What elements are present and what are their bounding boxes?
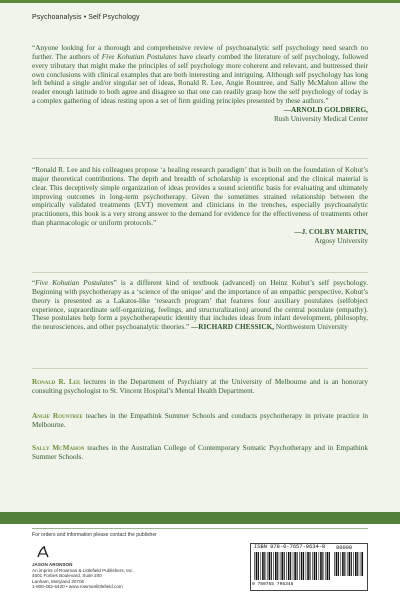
blurb-affiliation: Argosy University (314, 236, 368, 245)
barcode-stripe (277, 552, 278, 580)
header-rule (0, 0, 400, 3)
barcode-stripe (271, 552, 272, 580)
barcode-stripe (254, 552, 255, 580)
barcode-stripe (293, 552, 294, 580)
barcode-stripe (269, 552, 271, 580)
barcode-stripe (301, 552, 303, 580)
publisher-imprint: An imprint of Rowman & Littlefield Publishers, Inc. (32, 567, 134, 573)
barcode-stripe (299, 552, 300, 580)
publisher-street: 4501 Forbes Boulevard, Suite 200 (32, 573, 102, 579)
barcode-stripe (306, 552, 307, 580)
barcode-stripe (355, 552, 357, 576)
publisher-logo-icon (36, 545, 50, 559)
category-label: Psychoanalysis • Self Psychology (32, 14, 140, 21)
barcode-stripe (338, 552, 339, 576)
barcode-stripe (351, 552, 352, 576)
author-name: Angie Rountree (32, 412, 83, 420)
publisher-address (32, 562, 134, 590)
barcode-stripe (281, 552, 283, 580)
blurb-goldberg (32, 44, 368, 124)
bio-text: teaches in the Empathink Summer Schools and conducts psychotherapy in private practice in Melbourne. (32, 412, 368, 429)
barcode-stripe (286, 552, 287, 580)
bottom-color-bar (0, 512, 400, 524)
bio-mcmahon (32, 444, 368, 462)
barcode-graphic (254, 552, 330, 580)
barcode-stripe (336, 552, 338, 576)
addon-digits: 90000 (336, 545, 353, 551)
barcode-stripe (275, 552, 277, 580)
barcode-stripe (258, 552, 259, 580)
barcode-stripe (342, 552, 344, 576)
attribution-name: —RICHARD CHESSICK, (191, 323, 275, 332)
publisher-name: JASON ARONSON (32, 562, 73, 567)
barcode-stripe (303, 552, 304, 580)
barcode-stripe (344, 552, 345, 576)
barcode-stripe (290, 552, 291, 580)
bio-text: teaches in the Australian College of Contemporary Somatic Psychotherapy and in Empathink Summer Schools. (32, 444, 368, 461)
barcode-stripe (320, 552, 322, 580)
blurb-text: “ (32, 279, 36, 287)
blurb-text: ” is a different kind of textbook (advanced) on Heinz Kohut’s self psychology. Beginning with psychotherapy as a ‘science of the unique’ and the importance of an empathic perspective, Kohut’s theory is presented as a Lakatos-like ‘research program’ that features four auxiliary postulates (selfobject experience, supraordinate self-organizing, feelings, and structuralization) around the central postulate (empathy). These postulates help form a psychotherapeutic identity that includes ideas from infant development, philosophy, the neurosciences, and other psychoanalytic theories.” (32, 279, 369, 332)
barcode-stripe (357, 552, 358, 576)
section-divider (32, 272, 368, 273)
barcode-stripe (325, 552, 326, 580)
isbn-label: ISBN 978-0-7657-0634-8 (254, 544, 326, 550)
barcode-stripe (307, 552, 309, 580)
publisher-city: Lanham, Maryland 20706 (32, 578, 85, 584)
bio-rountree (32, 412, 368, 430)
book-title-italic: Five Kohutian Postulates (35, 279, 114, 287)
barcode-stripe (329, 552, 330, 580)
barcode-stripe (284, 552, 285, 580)
barcode-stripe (309, 552, 310, 580)
section-divider (32, 368, 368, 369)
barcode-stripe (360, 552, 361, 576)
blurb-affiliation: Northwestern University (275, 323, 348, 332)
addon-barcode-graphic (334, 552, 364, 576)
bio-text: lectures in the Department of Psychiatry at the University of Melbourne and is an honorary consulting psychologist to St. Vincent Hospital’s Mental Health Department. (32, 378, 368, 395)
blurb-text: “Ronald R. Lee and his colleagues propose ‘a healing research paradigm’ that is built on the foundation of Kohut’s major theoretical contributions. The depth and breadth of scholarship is exceptional and the clinical material is clear. This deceptively simple organization of ideas provides a sound scientific basis for evaluating and ultimately improving outcomes in long-term psychotherapy. Given the sometimes strained relationship between the empirically validated treatments (EVT) movement and clinicians in the trenches, especially psychoanalytic practitioners, this book is a very strong answer to the demand for evidence for the effectiveness of treatments other than pharmacologic or uniform protocols.” (32, 166, 368, 228)
barcode-stripe (347, 552, 348, 576)
barcode-stripe (312, 552, 313, 580)
barcode-stripe (322, 552, 323, 580)
blurb-affiliation: Rush University Medical Center (273, 114, 368, 123)
barcode-stripe (349, 552, 351, 576)
barcode-stripe (260, 552, 261, 580)
attribution-name: —ARNOLD GOLDBERG, (283, 105, 368, 114)
barcode-stripe (256, 552, 258, 580)
barcode-stripe (264, 552, 265, 580)
ean-digits: 9 780765 706348 (252, 582, 294, 587)
blurb-attribution (32, 228, 368, 237)
publisher-contact: 1-800-462-6420 • www.rowmanlittlefield.com (32, 584, 123, 590)
barcode-stripe (316, 552, 317, 580)
barcode-stripe (273, 552, 274, 580)
barcode-stripe (361, 552, 363, 576)
bio-lee (32, 378, 368, 396)
barcode-stripe (314, 552, 316, 580)
barcode-stripe (297, 552, 298, 580)
author-name: Sally McMahon (32, 444, 85, 452)
author-name: Ronald R. Lee (32, 378, 81, 386)
barcode-stripe (262, 552, 264, 580)
blurb-chessick (32, 279, 368, 332)
section-divider (32, 158, 368, 159)
footer-rule (32, 528, 368, 529)
barcode-stripe (327, 552, 329, 580)
barcode-stripe (353, 552, 354, 576)
barcode-stripe (340, 552, 341, 576)
blurb-text: “Anyone looking for a thorough and comprehensive review of psychoanalytic self psychology need search no further. The authors of (32, 44, 368, 61)
book-title-italic: Five Kohutian Postulates (101, 52, 177, 61)
blurb-martin (32, 166, 368, 246)
order-info: For orders and information please contact the publisher (32, 532, 157, 538)
barcode-stripe (267, 552, 268, 580)
barcode-stripe (294, 552, 296, 580)
barcode-stripe (288, 552, 290, 580)
barcode-stripe (319, 552, 320, 580)
attribution-name: —J. COLBY MARTIN, (294, 227, 368, 236)
barcode-stripe (280, 552, 281, 580)
blurb-attribution (32, 106, 368, 115)
blurb-text: have clearly combed the literature of self psychology, followed every tributary that might make the principles of self psychology more coherent and relevant, and buttressed their own conclusions with clinical examples that are both interesting and intriguing. Although self psychology has long left behind a single and/or singular set of ideas, Ronald R. Lee, Angie Rountree, and Sally McMahon allow the reader enough latitude to both agree and disagree so that one can readily grasp how the self psychology of today is a complex gathering of ideas resting upon a set of firm guiding principles presented by these authors.” (32, 52, 368, 106)
barcode-stripe (334, 552, 335, 576)
